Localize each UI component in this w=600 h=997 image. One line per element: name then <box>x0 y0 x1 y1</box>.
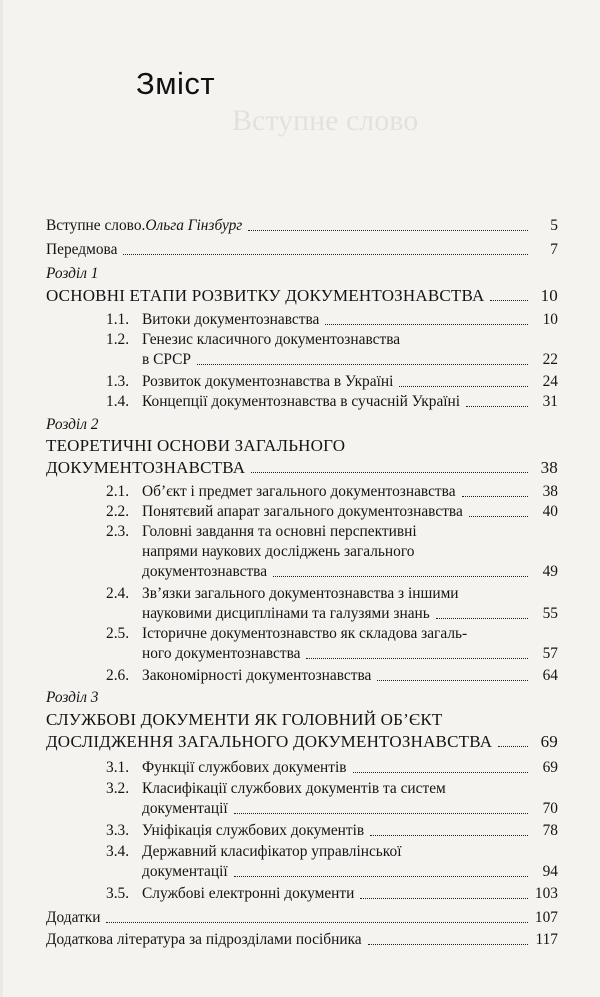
leader-dots <box>360 898 528 899</box>
entry-number: 2.5. <box>106 625 130 642</box>
entry-text: документації <box>142 863 228 880</box>
toc-entry-preface[interactable] <box>46 238 558 260</box>
toc-subentry-2-1[interactable] <box>106 480 558 502</box>
toc-section-3[interactable] <box>46 708 558 730</box>
leader-dots <box>436 618 528 619</box>
section-title: ТЕОРЕТИЧНІ ОСНОВИ ЗАГАЛЬНОГО <box>46 436 346 455</box>
toc-entry-foreword[interactable] <box>46 214 558 236</box>
leader-dots <box>399 386 528 387</box>
toc-entry-literature[interactable] <box>46 928 558 950</box>
entry-text: напрями наукових досліджень загального <box>142 543 415 560</box>
page-number: 38 <box>542 483 558 500</box>
leader-dots <box>306 658 528 659</box>
entry-number: 1.2. <box>106 331 130 348</box>
toc-subentry-1-2[interactable] <box>106 328 558 350</box>
leader-dots <box>248 230 528 231</box>
leader-dots <box>353 772 528 773</box>
leader-dots <box>106 922 528 923</box>
toc-section-2-cont[interactable] <box>46 456 558 478</box>
toc-subentry-1-3[interactable] <box>106 370 558 392</box>
entry-text: Історичне документознавство як складова загаль- <box>142 625 468 642</box>
section-title: ДОСЛІДЖЕННЯ ЗАГАЛЬНОГО ДОКУМЕНТОЗНАВСТВА <box>46 732 493 751</box>
page-number: 103 <box>534 885 558 902</box>
page-number: 69 <box>542 759 558 776</box>
entry-text: Передмова <box>46 241 118 258</box>
page-number: 24 <box>542 373 558 390</box>
page-number: 38 <box>540 458 558 477</box>
leader-dots <box>251 472 528 473</box>
entry-number: 3.3. <box>106 822 130 839</box>
entry-number: 1.3. <box>106 373 130 390</box>
entry-number: 2.6. <box>106 667 130 684</box>
leader-dots <box>273 576 528 577</box>
page-number: 57 <box>542 645 558 662</box>
entry-text: Службові електронні документи <box>142 885 355 902</box>
toc-subentry-2-6[interactable] <box>106 664 558 686</box>
leader-dots <box>368 944 528 945</box>
toc-subentry-3-3[interactable] <box>106 819 558 841</box>
entry-text: Функції службових документів <box>142 759 347 776</box>
toc-subentry-3-4-cont[interactable] <box>142 860 558 882</box>
section-title: ОСНОВНІ ЕТАПИ РОЗВИТКУ ДОКУМЕНТОЗНАВСТВА <box>46 286 485 305</box>
page-number: 22 <box>542 351 558 368</box>
entry-number: 3.5. <box>106 885 130 902</box>
page-number: 78 <box>542 822 558 839</box>
entry-author: Ольга Гінзбург <box>145 217 243 234</box>
toc-subentry-2-4-cont[interactable] <box>142 602 558 624</box>
entry-text: Вступне слово. <box>46 217 146 234</box>
entry-number: 2.1. <box>106 483 130 500</box>
entry-number: 2.4. <box>106 585 130 602</box>
entry-text: Концепції документознавства в сучасній Україні <box>142 393 461 410</box>
leader-dots <box>123 254 528 255</box>
entry-number: 3.1. <box>106 759 130 776</box>
leader-dots <box>370 835 528 836</box>
page-number: 107 <box>534 909 558 926</box>
scan-edge <box>0 0 3 997</box>
entry-text: Витоки документознавства <box>142 311 320 328</box>
page-number: 117 <box>535 931 558 948</box>
toc-subentry-1-2-cont[interactable] <box>142 348 558 370</box>
entry-text: документознавства <box>142 563 268 580</box>
page-number: 5 <box>550 217 558 234</box>
leader-dots <box>469 516 528 517</box>
toc-subentry-1-4[interactable] <box>106 390 558 412</box>
entry-text: Додаткова література за підрозділами посібника <box>46 931 362 948</box>
page-number: 10 <box>540 286 558 305</box>
toc-section-1[interactable] <box>46 284 558 306</box>
entry-text: в СРСР <box>142 351 191 368</box>
leader-dots <box>234 876 528 877</box>
leader-dots <box>197 364 528 365</box>
leader-dots <box>234 813 528 814</box>
toc-subentry-2-5-cont[interactable] <box>142 642 558 664</box>
page-number: 40 <box>542 503 558 520</box>
entry-number: 2.2. <box>106 503 130 520</box>
toc-subentry-2-3[interactable] <box>106 520 558 542</box>
toc-subentry-2-3-cont2[interactable] <box>142 560 558 582</box>
entry-text: Додатки <box>46 909 101 926</box>
page-number: 7 <box>550 241 558 258</box>
entry-text: Класифікації службових документів та систем <box>142 780 446 797</box>
page-number: 55 <box>542 605 558 622</box>
entry-text: Зв’язки загального документознавства з іншими <box>142 585 459 602</box>
entry-number: 3.2. <box>106 780 130 797</box>
toc-subentry-1-1[interactable] <box>106 308 558 330</box>
section-label: Розділ 2 <box>46 416 99 433</box>
page-title: Зміст <box>136 66 216 101</box>
toc-entry-appendices[interactable] <box>46 906 558 928</box>
page-number: 94 <box>542 863 558 880</box>
toc-subentry-2-3-cont[interactable] <box>142 540 558 562</box>
toc-subentry-3-1[interactable] <box>106 756 558 778</box>
toc-section-2[interactable] <box>46 434 558 456</box>
entry-text: Державний класифікатор управлінської <box>142 843 402 860</box>
page-number: 10 <box>542 311 558 328</box>
entry-number: 1.4. <box>106 393 130 410</box>
entry-number: 2.3. <box>106 523 130 540</box>
entry-number: 1.1. <box>106 311 130 328</box>
section-label: Розділ 3 <box>46 689 99 706</box>
page-number: 70 <box>542 800 558 817</box>
section-title: СЛУЖБОВІ ДОКУМЕНТИ ЯК ГОЛОВНИЙ ОБ’ЄКТ <box>46 710 443 729</box>
entry-text: Уніфікація службових документів <box>142 822 365 839</box>
leader-dots <box>466 406 528 407</box>
page-number: 64 <box>542 667 558 684</box>
entry-text: документації <box>142 800 228 817</box>
leader-dots <box>498 746 528 747</box>
leader-dots <box>490 300 528 301</box>
entry-text: Понятєвий апарат загального документознавства <box>142 503 463 520</box>
entry-number: 3.4. <box>106 843 130 860</box>
toc-subentry-3-5[interactable] <box>106 882 558 904</box>
toc-subentry-2-4[interactable] <box>106 582 558 604</box>
toc-subentry-3-2-cont[interactable] <box>142 797 558 819</box>
leader-dots <box>462 496 528 497</box>
entry-text: Генезис класичного документознавства <box>142 331 401 348</box>
entry-text: ного документознавства <box>142 645 301 662</box>
page-number: 31 <box>542 393 558 410</box>
section-title: ДОКУМЕНТОЗНАВСТВА <box>46 458 246 477</box>
section-label: Розділ 1 <box>46 265 99 282</box>
toc-subentry-2-2[interactable] <box>106 500 558 522</box>
entry-text: Головні завдання та основні перспективні <box>142 523 417 540</box>
entry-text: Розвиток документознавства в Україні <box>142 373 394 390</box>
toc-subentry-2-5[interactable] <box>106 622 558 644</box>
entry-text: науковими дисциплінами та галузями знань <box>142 605 430 622</box>
page-number: 69 <box>540 732 558 751</box>
bleed-through-text: Вступне слово <box>232 104 419 137</box>
leader-dots <box>325 324 528 325</box>
page-number: 49 <box>542 563 558 580</box>
leader-dots <box>377 680 528 681</box>
entry-text: Об’єкт і предмет загального документознавства <box>142 483 456 500</box>
toc-subentry-3-2[interactable] <box>106 777 558 799</box>
toc-section-3-cont[interactable] <box>46 730 558 752</box>
toc-subentry-3-4[interactable] <box>106 840 558 862</box>
entry-text: Закономірності документознавства <box>142 667 372 684</box>
